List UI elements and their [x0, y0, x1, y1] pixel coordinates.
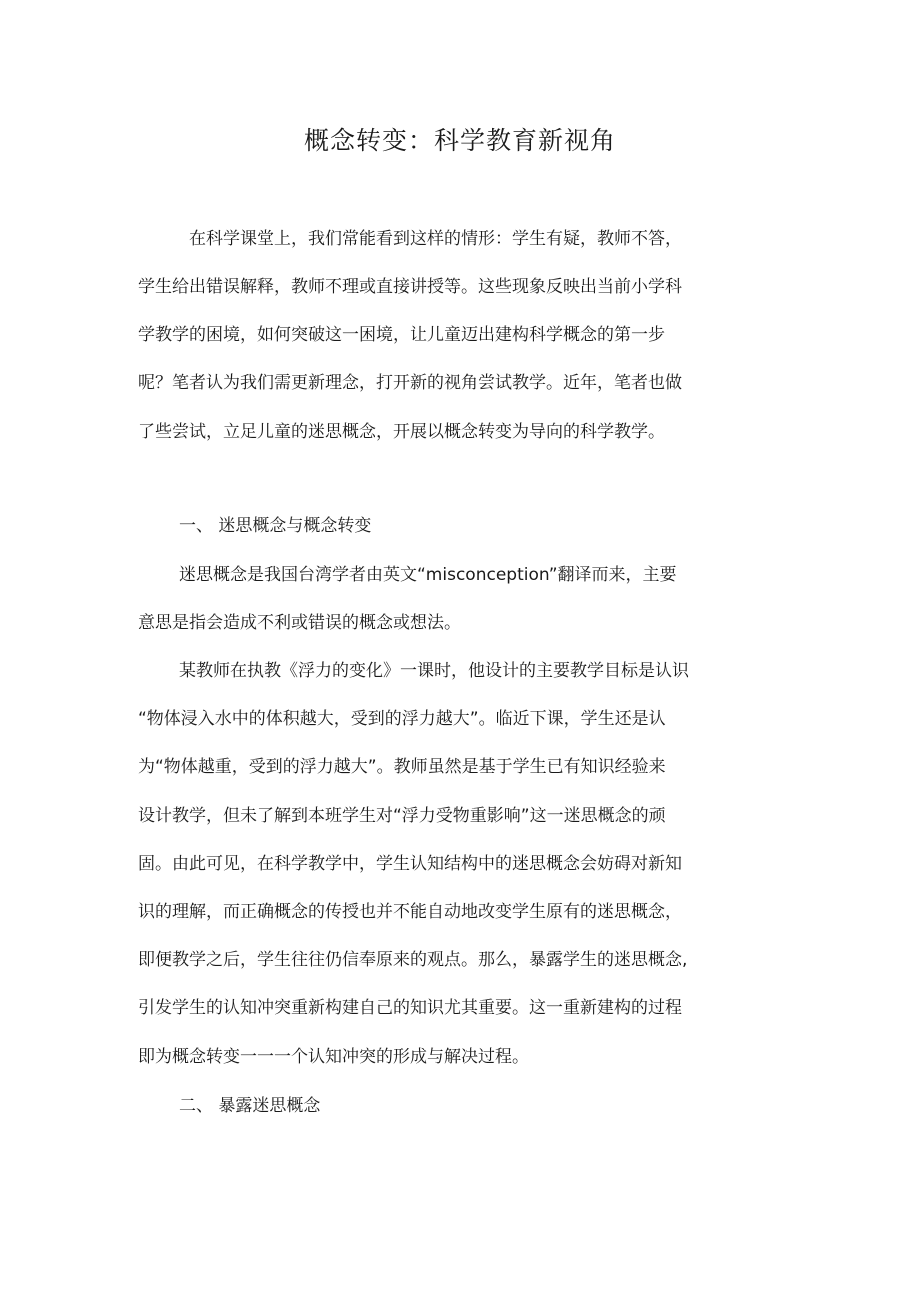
para2-line-4: 设计教学，但未了解到本班学生对“浮力受物重影响”这一迷思概念的顽 [138, 806, 666, 826]
para2-line-5: 固。由此可见，在科学教学中，学生认知结构中的迷思概念会妨碍对新知 [138, 854, 682, 874]
intro-line-2: 学生给出错误解释，教师不理或直接讲授等。这些现象反映出当前小学科 [138, 277, 682, 297]
para2-line-2: “物体浸入水中的体积越大，受到的浮力越大”。临近下课，学生还是认 [138, 709, 666, 729]
para1-line-1: 迷思概念是我国台湾学者由英文“misconception”翻译而来，主要 [179, 565, 677, 585]
section-heading-2: 二、 暴露迷思概念 [179, 1096, 321, 1116]
intro-line-4: 呢？笔者认为我们需更新理念，打开新的视角尝试教学。近年，笔者也做 [138, 373, 682, 393]
section-heading-1: 一、 迷思概念与概念转变 [179, 516, 372, 536]
intro-line-1: 在科学课堂上，我们常能看到这样的情形：学生有疑，教师不答， [189, 229, 682, 249]
para2-line-9: 即为概念转变一一一个认知冲突的形成与解决过程。 [138, 1047, 529, 1067]
para2-line-7: 即便教学之后，学生往往仍信奉原来的观点。那么，暴露学生的迷思概念, [138, 950, 688, 970]
document-title: 概念转变：科学教育新视角 [303, 126, 616, 155]
para1-line-2: 意思是指会造成不利或错误的概念或想法。 [138, 613, 461, 633]
para2-line-3: 为“物体越重，受到的浮力越大”。教师虽然是基于学生已有知识经验来 [138, 757, 666, 777]
para2-line-6: 识的理解，而正确概念的传授也并不能自动地改变学生原有的迷思概念， [138, 902, 682, 922]
para2-line-1: 某教师在执教《浮力的变化》一课时，他设计的主要教学目标是认识 [179, 661, 689, 681]
intro-line-5: 了些尝试，立足儿童的迷思概念，开展以概念转变为导向的科学教学。 [138, 422, 665, 442]
intro-line-3: 学教学的困境，如何突破这一困境，让儿童迈出建构科学概念的第一步 [138, 325, 665, 345]
para2-line-8: 引发学生的认知冲突重新构建自己的知识尤其重要。这一重新建构的过程 [138, 998, 682, 1018]
